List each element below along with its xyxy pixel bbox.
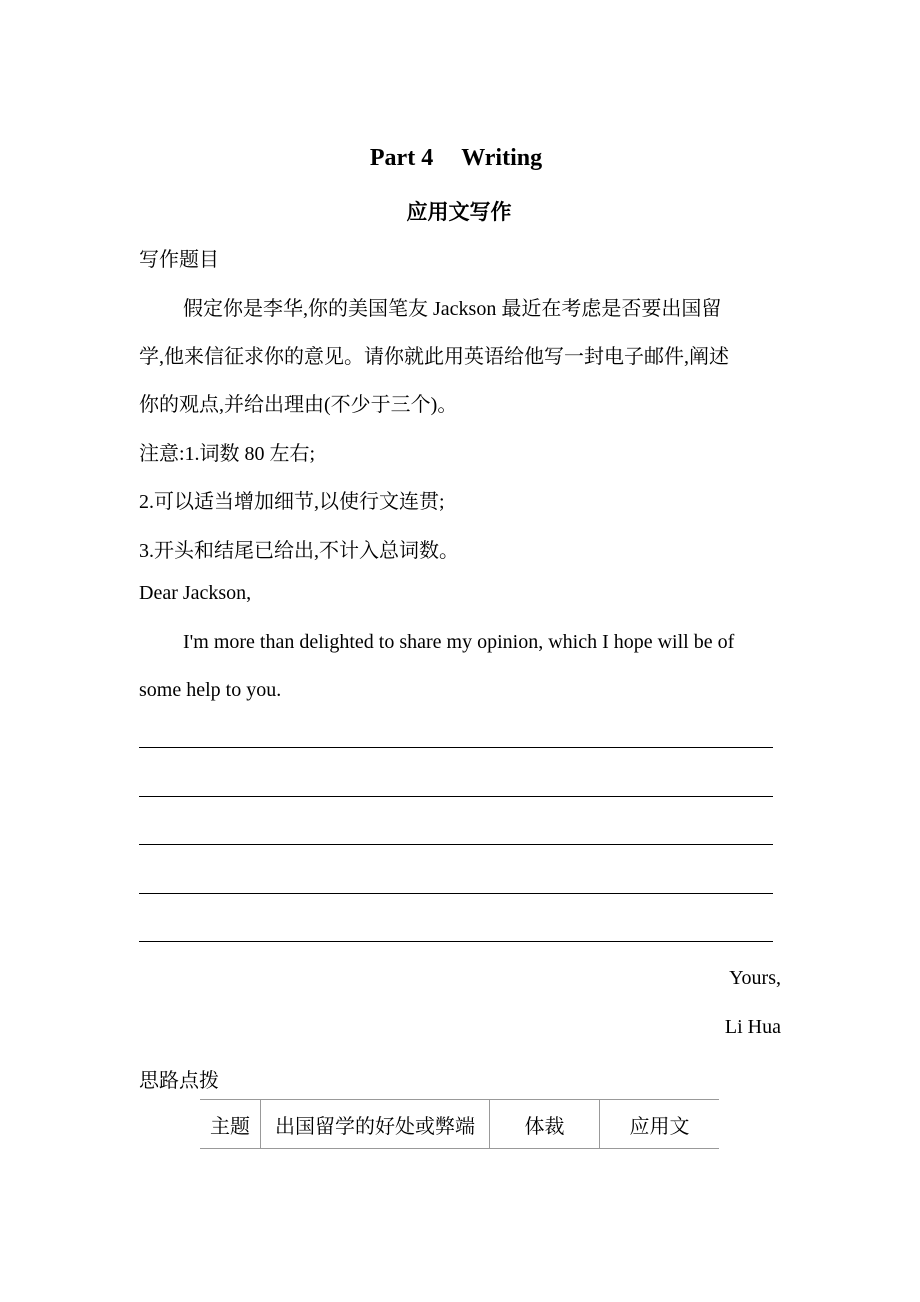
letter-opening-2: some help to you.: [139, 679, 282, 701]
section-subtitle: 应用文写作: [406, 200, 512, 224]
prompt-line-2: 学,他来信征求你的意见。请你就此用英语给他写一封电子邮件,阐述: [139, 346, 729, 368]
letter-closing: Yours,: [729, 967, 781, 989]
table-cell: 体裁: [490, 1100, 600, 1149]
table-cell: 应用文: [600, 1100, 720, 1149]
task-label: 写作题目: [139, 249, 219, 271]
answer-line[interactable]: [139, 893, 773, 894]
letter-signature: Li Hua: [724, 1016, 781, 1038]
part-number: Part 4: [369, 145, 434, 171]
answer-line[interactable]: [139, 844, 773, 845]
table-cell: 出国留学的好处或弊端: [261, 1100, 490, 1149]
part-heading: [0, 145, 912, 172]
section-name: Writing: [461, 145, 543, 171]
answer-line[interactable]: [139, 747, 773, 748]
answer-line[interactable]: [139, 941, 773, 942]
letter-opening-1: I'm more than delighted to share my opinion, which I hope will be of: [183, 631, 735, 653]
letter-salutation: Dear Jackson,: [139, 582, 252, 604]
prompt-line-3: 你的观点,并给出理由(不少于三个)。: [139, 394, 458, 416]
note-2: 2.可以适当增加细节,以使行文连贯;: [139, 491, 445, 513]
prompt-line-1: 假定你是李华,你的美国笔友 Jackson 最近在考虑是否要出国留: [183, 298, 722, 320]
note-1: 注意:1.词数 80 左右;: [139, 443, 316, 465]
table-cell: 主题: [200, 1100, 261, 1149]
guidance-label: 思路点拨: [139, 1070, 219, 1092]
answer-line[interactable]: [139, 796, 773, 797]
guidance-table: [200, 1099, 719, 1149]
note-3: 3.开头和结尾已给出,不计入总词数。: [139, 540, 459, 562]
table-row: [200, 1100, 719, 1149]
